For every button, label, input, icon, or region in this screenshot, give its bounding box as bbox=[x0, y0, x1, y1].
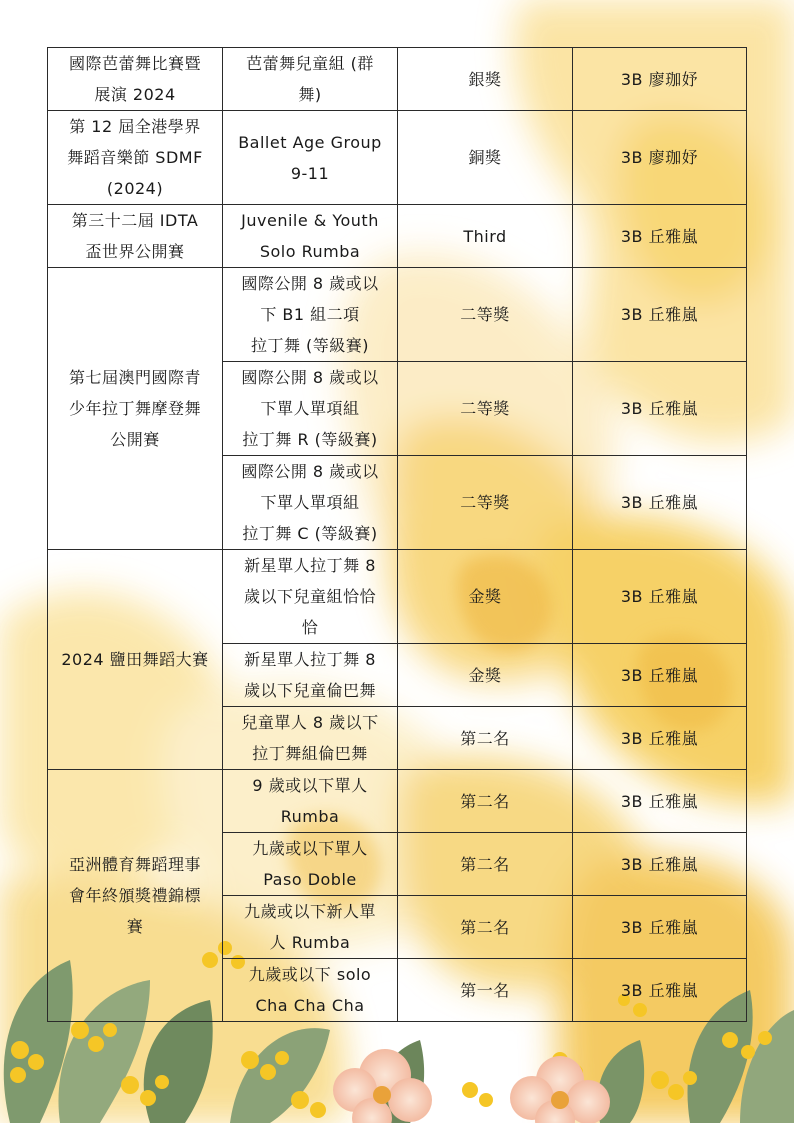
awards-table bbox=[47, 47, 747, 1022]
student-cell: 3B 丘雅嵐 bbox=[573, 268, 747, 362]
category-line: 人 Rumba bbox=[269, 933, 351, 952]
table-row bbox=[48, 205, 747, 268]
category-cell bbox=[223, 550, 398, 644]
award-cell: 第一名 bbox=[398, 959, 573, 1022]
award-cell: 二等獎 bbox=[398, 268, 573, 362]
category-line: 九歲或以下單人 bbox=[252, 839, 368, 858]
category-line: 兒童單人 8 歲以下 bbox=[241, 713, 379, 732]
table-row bbox=[48, 550, 747, 644]
award-cell: 第二名 bbox=[398, 707, 573, 770]
category-cell bbox=[223, 268, 398, 362]
category-line: 芭蕾舞兒童組 (群 bbox=[246, 54, 374, 73]
category-cell bbox=[223, 644, 398, 707]
category-line: 9 歲或以下單人 bbox=[252, 776, 368, 795]
category-cell bbox=[223, 770, 398, 833]
category-cell bbox=[223, 833, 398, 896]
award-cell: 二等獎 bbox=[398, 456, 573, 550]
award-cell: 第二名 bbox=[398, 770, 573, 833]
competition-cell bbox=[48, 48, 223, 111]
competition-line: 國際芭蕾舞比賽暨 bbox=[68, 54, 201, 73]
category-line: 舞) bbox=[298, 85, 322, 104]
competition-line: 第三十二屆 IDTA bbox=[71, 211, 199, 230]
category-line: 拉丁舞 R (等級賽) bbox=[242, 430, 378, 449]
competition-line: 展演 2024 bbox=[94, 85, 176, 104]
competition-line: 盃世界公開賽 bbox=[85, 242, 185, 261]
student-cell: 3B 丘雅嵐 bbox=[573, 959, 747, 1022]
category-line: 國際公開 8 歲或以 bbox=[241, 462, 379, 481]
category-line: 下單人單項組 bbox=[260, 399, 360, 418]
award-cell: 金獎 bbox=[398, 550, 573, 644]
award-cell: 銅獎 bbox=[398, 111, 573, 205]
category-line: 拉丁舞 (等級賽) bbox=[250, 336, 370, 355]
category-line: 下 B1 組二項 bbox=[260, 305, 360, 324]
category-line: Paso Doble bbox=[263, 870, 357, 889]
competition-cell bbox=[48, 111, 223, 205]
category-line: Solo Rumba bbox=[259, 242, 361, 261]
category-line: 九歲或以下 solo bbox=[248, 965, 372, 984]
category-cell bbox=[223, 48, 398, 111]
award-cell: 銀獎 bbox=[398, 48, 573, 111]
competition-cell bbox=[48, 268, 223, 550]
category-cell bbox=[223, 959, 398, 1022]
awards-sheet bbox=[47, 47, 746, 1022]
category-line: 9-11 bbox=[290, 163, 330, 183]
award-cell: Third bbox=[398, 205, 573, 268]
competition-line: 舞蹈音樂節 SDMF bbox=[67, 148, 203, 167]
competition-cell bbox=[48, 770, 223, 1022]
category-line: 新星單人拉丁舞 8 bbox=[244, 650, 376, 669]
category-line: 拉丁舞組倫巴舞 bbox=[252, 744, 368, 763]
student-cell: 3B 丘雅嵐 bbox=[573, 707, 747, 770]
competition-line: 公開賽 bbox=[110, 430, 160, 449]
table-row bbox=[48, 48, 747, 111]
table-row bbox=[48, 111, 747, 205]
category-cell bbox=[223, 456, 398, 550]
student-cell: 3B 丘雅嵐 bbox=[573, 833, 747, 896]
category-line: Cha Cha Cha bbox=[255, 996, 365, 1015]
competition-cell bbox=[48, 550, 223, 770]
student-cell: 3B 丘雅嵐 bbox=[573, 456, 747, 550]
award-cell: 第二名 bbox=[398, 833, 573, 896]
student-cell: 3B 丘雅嵐 bbox=[573, 550, 747, 644]
category-line: 新星單人拉丁舞 8 bbox=[244, 556, 376, 575]
category-line: Rumba bbox=[280, 807, 340, 826]
student-cell: 3B 丘雅嵐 bbox=[573, 205, 747, 268]
student-cell: 3B 廖珈妤 bbox=[573, 111, 747, 205]
category-line: 九歲或以下新人單 bbox=[243, 902, 376, 921]
student-cell: 3B 廖珈妤 bbox=[573, 48, 747, 111]
category-line: Juvenile & Youth bbox=[241, 211, 379, 230]
category-line: 國際公開 8 歲或以 bbox=[241, 368, 379, 387]
category-line: 歲以下兒童組恰恰 bbox=[243, 587, 376, 606]
table-row bbox=[48, 268, 747, 362]
student-cell: 3B 丘雅嵐 bbox=[573, 644, 747, 707]
category-line: Ballet Age Group bbox=[238, 132, 382, 152]
competition-line: 賽 bbox=[126, 917, 144, 936]
category-cell bbox=[223, 707, 398, 770]
competition-line: 第七屆澳門國際青 bbox=[68, 368, 201, 387]
category-cell bbox=[223, 896, 398, 959]
category-cell bbox=[223, 362, 398, 456]
category-line: 恰 bbox=[301, 618, 319, 637]
category-line: 國際公開 8 歲或以 bbox=[241, 274, 379, 293]
competition-cell bbox=[48, 205, 223, 268]
category-cell bbox=[223, 111, 398, 205]
competition-line: 會年終頒獎禮錦標 bbox=[68, 886, 201, 905]
award-cell: 第二名 bbox=[398, 896, 573, 959]
category-line: 拉丁舞 C (等級賽) bbox=[242, 524, 378, 543]
competition-line: 少年拉丁舞摩登舞 bbox=[68, 399, 201, 418]
category-line: 歲以下兒童倫巴舞 bbox=[243, 681, 376, 700]
student-cell: 3B 丘雅嵐 bbox=[573, 770, 747, 833]
student-cell: 3B 丘雅嵐 bbox=[573, 362, 747, 456]
category-cell bbox=[223, 205, 398, 268]
award-cell: 金獎 bbox=[398, 644, 573, 707]
competition-line: 第 12 屆全港學界 bbox=[69, 117, 201, 136]
awards-table-body bbox=[48, 48, 747, 1022]
award-cell: 二等獎 bbox=[398, 362, 573, 456]
competition-line: 2024 鹽田舞蹈大賽 bbox=[61, 650, 209, 669]
table-row bbox=[48, 770, 747, 833]
competition-line: (2024) bbox=[106, 179, 164, 198]
category-line: 下單人單項組 bbox=[260, 493, 360, 512]
student-cell: 3B 丘雅嵐 bbox=[573, 896, 747, 959]
competition-line: 亞洲體育舞蹈理事 bbox=[68, 855, 201, 874]
